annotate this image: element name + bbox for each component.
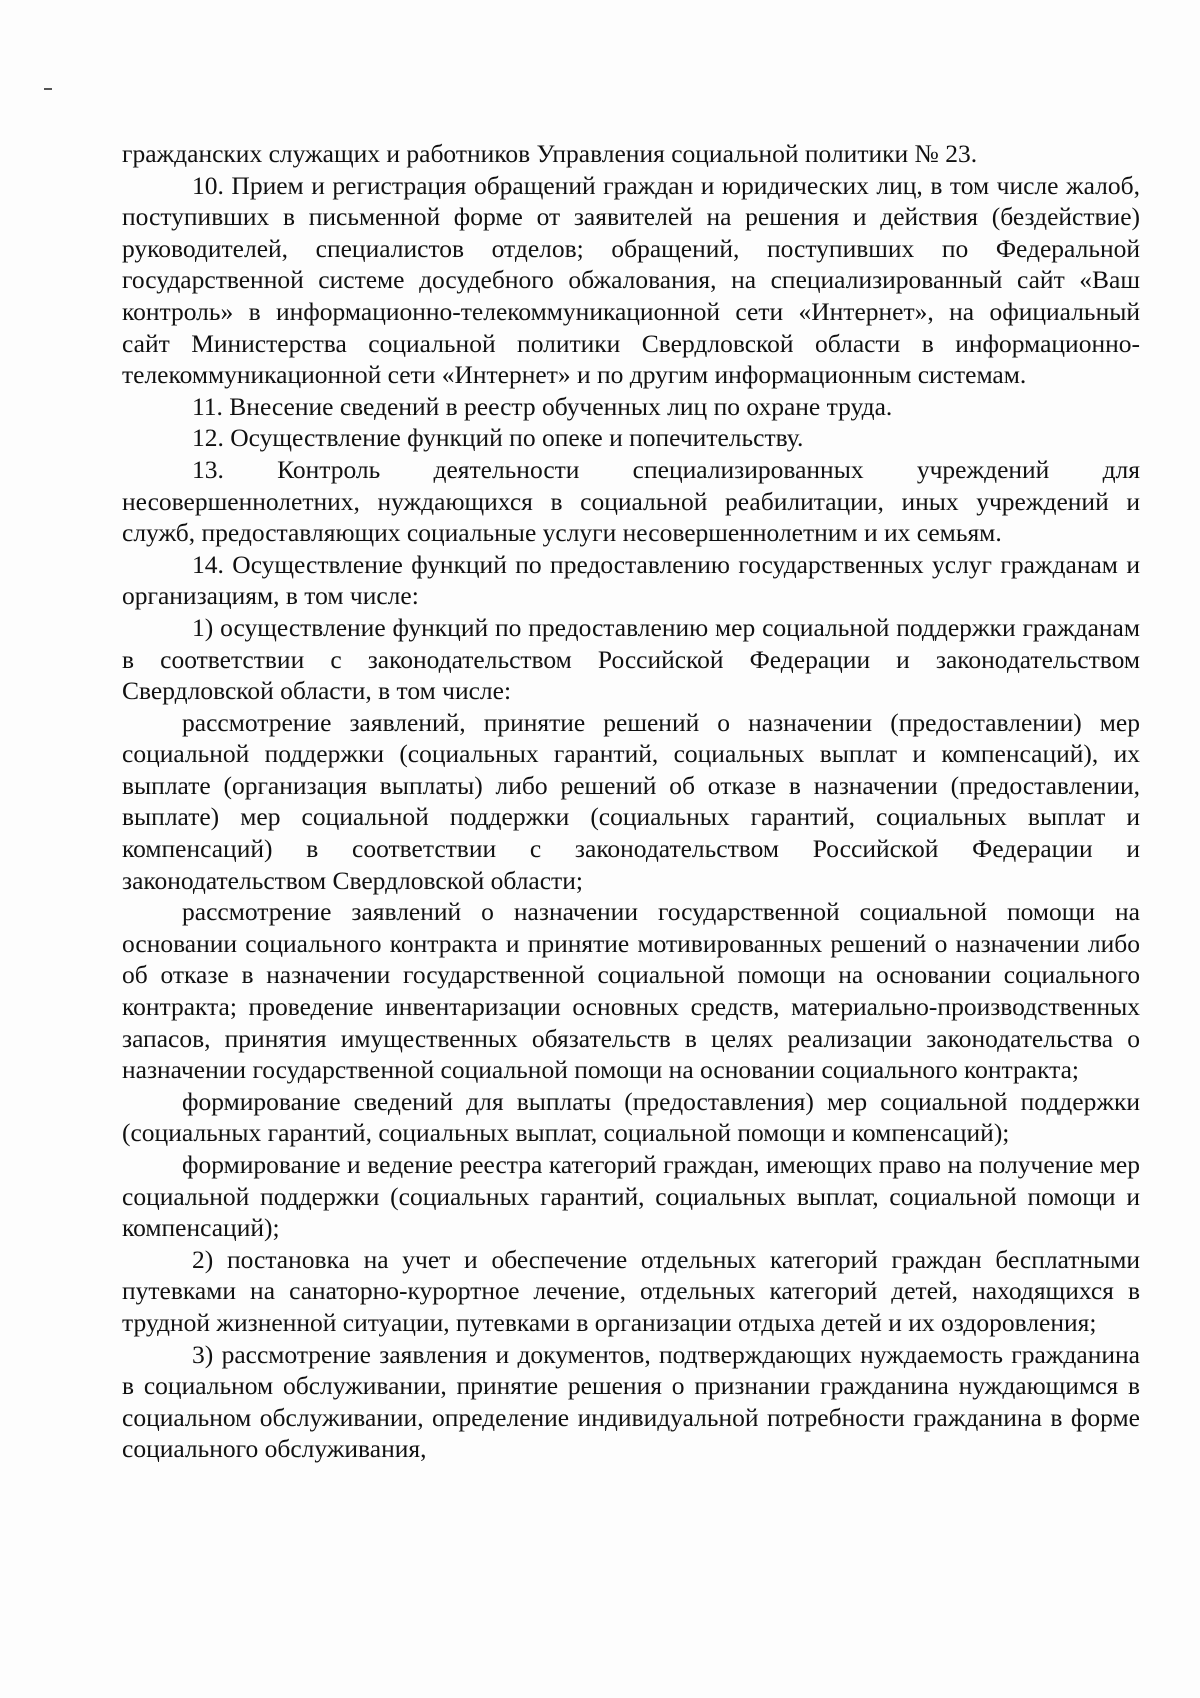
paragraph-subitem-3: 3) рассмотрение заявления и документов, подтверждающих нуждаемость гражданина в социальном обслуживании, принятие решения о признании гражданина нуждающимся в социальном обслуживании, определение индивидуальной потребности гражданина в форме социального обслуживания, [122, 1339, 1140, 1464]
paragraph-item-11: 11. Внесение сведений в реестр обученных лиц по охране труда. [192, 391, 893, 421]
paragraph-subitem-1-d: формирование и ведение реестра категорий граждан, имеющих право на получение мер социальной поддержки (социальных гарантий, социальных выплат, социальной помощи и компенсаций); [122, 1150, 1140, 1243]
paragraph-subitem-1-c: формирование сведений для выплаты (предоставления) мер социальной поддержки (социальных гарантий, социальных выплат, социальной помощи и компенсаций); [122, 1086, 1140, 1148]
paragraph-subitem-1-b: рассмотрение заявлений о назначении государственной социальной помощи на основании социального контракта и принятие мотивированных решений о назначении либо об отказе в назначении государственной социальной помощи на основании социального контракта; проведение инвентаризации основных средств, материально-производственных запасов, принятия имущественных обязательств в целях реализации законодательства о назначении государственной социальной помощи на основании социального контракта; [122, 897, 1140, 1085]
paragraph-subitem-1-a: рассмотрение заявлений, принятие решений о назначении (предоставлении) мер социальной поддержки (социальных гарантий, социальных выплат и компенсаций), их выплате (организация выплаты) либо решений об отказе в назначении (предоставлении, выплате) мер социальной поддержки (социальных гарантий, социальных выплат и компенсаций) в соответствии с законодательством Российской Федерации и законодательством Свердловской области; [122, 707, 1140, 895]
paragraph-continuation: гражданских служащих и работников Управления социальной политики № 23. [122, 139, 978, 168]
paragraph-subitem-1: 1) осуществление функций по предоставлению мер социальной поддержки гражданам в соответствии с законодательством Российской Федерации и законодательством Свердловской области, в том числе: [122, 612, 1140, 706]
paragraph-item-14: 14. Осуществление функций по предоставлению государственных услуг гражданам и организациям, в том числе: [122, 549, 1140, 611]
paragraph-subitem-2: 2) постановка на учет и обеспечение отдельных категорий граждан бесплатными путевками на санаторно-курортное лечение, отдельных категорий детей, находящихся в трудной жизненной ситуации, путевками в организации отдыха детей и их оздоровления; [122, 1244, 1140, 1337]
paragraph-item-13: 13. Контроль деятельности специализированных учреждений для несовершеннолетних, нуждающихся в социальной реабилитации, иных учреждений и служб, предоставляющих социальные услуги несовершеннолетним и их семьям. [122, 454, 1140, 548]
paragraph-item-10: 10. Прием и регистрация обращений граждан и юридических лиц, в том числе жалоб, поступивших в письменной форме от заявителей на решения и действия (бездействие) руководителей, специалистов отделов; обращений, поступивших по Федеральной государственной системе досудебного обжалования, на специализированный сайт «Ваш контроль» в информационно-телекоммуникационной сети «Интернет», на официальный сайт Министерства социальной политики Свердловской области в информационно-телекоммуникационной сети «Интернет» и по другим информационным системам. [122, 170, 1140, 390]
document-body [122, 138, 1140, 1465]
scan-artifact-mark [44, 88, 52, 90]
paragraph-item-12: 12. Осуществление функций по опеке и попечительству. [192, 423, 804, 453]
